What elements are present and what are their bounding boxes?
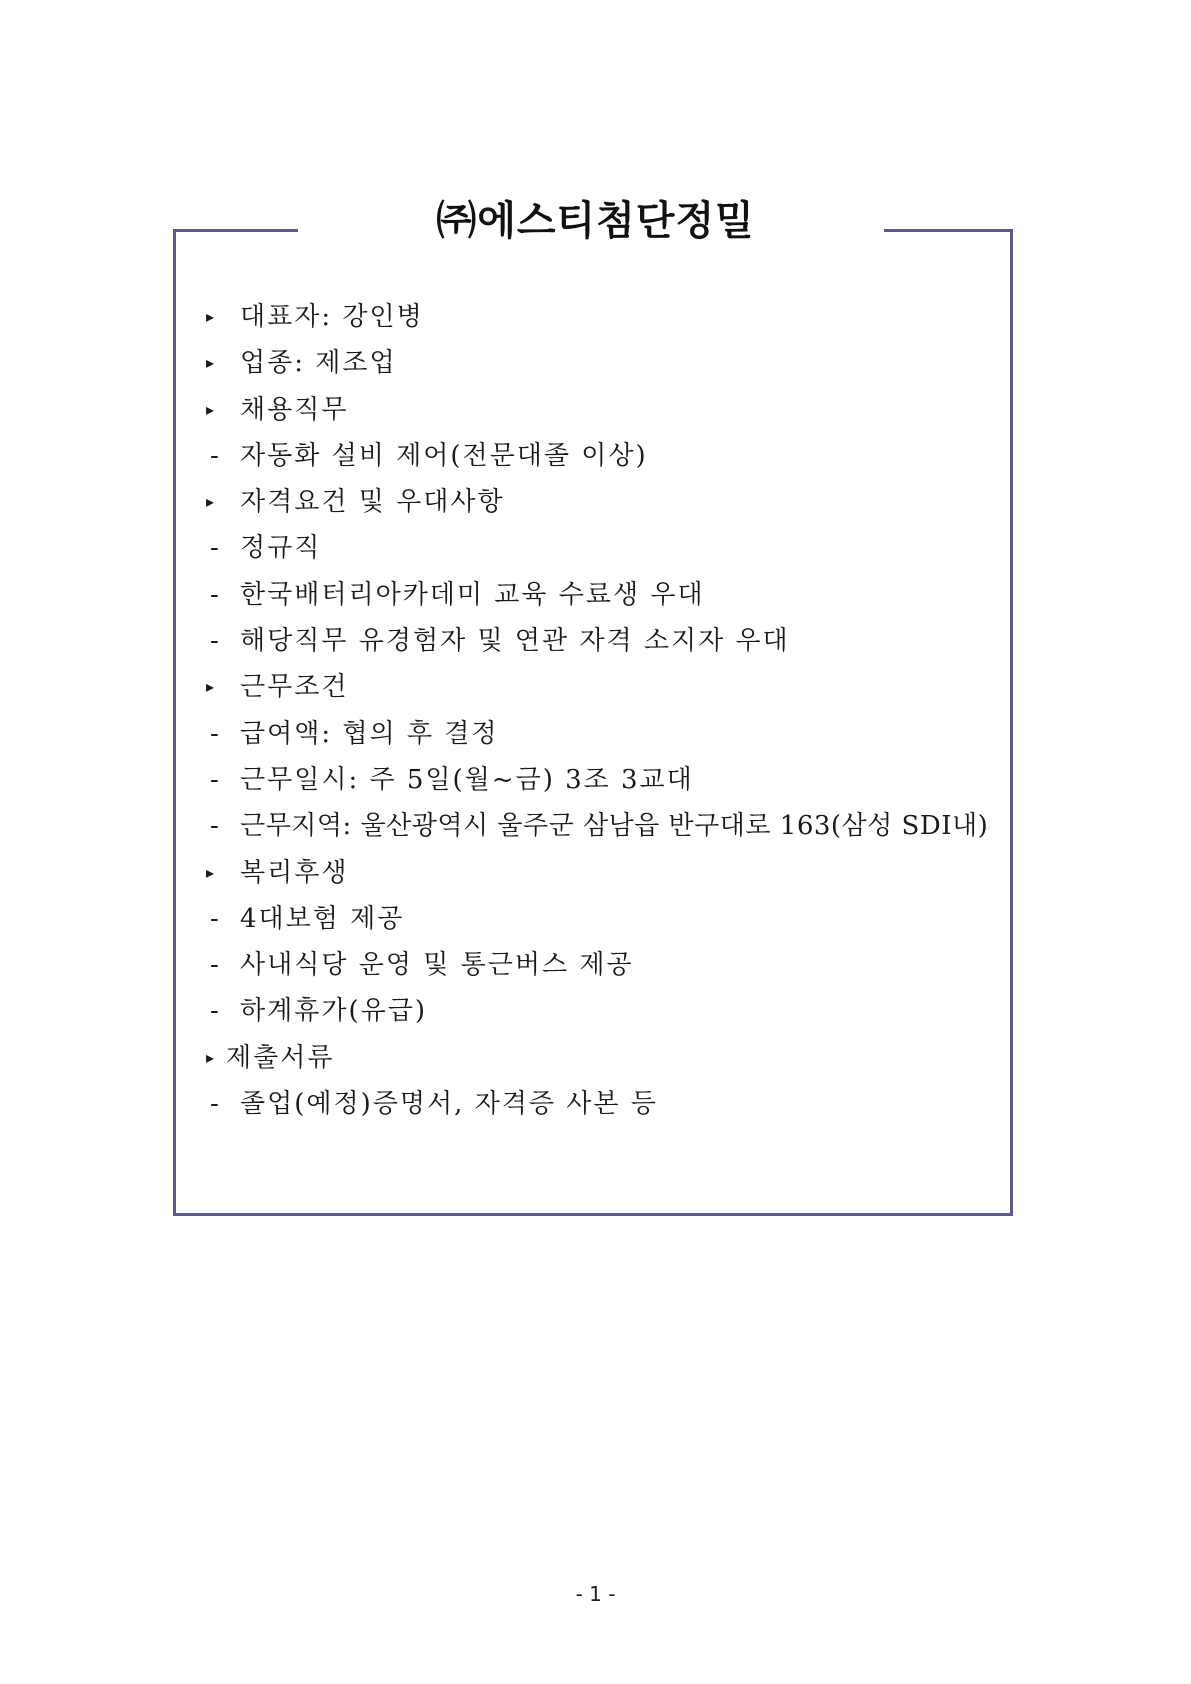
job-posting-content xyxy=(206,294,1016,1127)
condition-text: 근무일시: 주 5일(월~금) 3조 3교대 xyxy=(240,764,694,795)
section-heading-benefits: 복리후생 xyxy=(240,857,349,888)
benefit-text: 하계휴가(유급) xyxy=(240,996,427,1027)
job-detail-text: 자동화 설비 제어(전문대졸 이상) xyxy=(240,440,648,471)
bullet-triangle-icon: ▸ xyxy=(206,353,217,373)
page-number: - 1 - xyxy=(575,1582,616,1606)
list-item xyxy=(206,988,1016,1034)
dash-marker: - xyxy=(210,996,221,1027)
document-text: 졸업(예정)증명서, 자격증 사본 등 xyxy=(240,1089,658,1120)
condition-text: 급여액: 협의 후 결정 xyxy=(240,718,499,749)
representative-text: 대표자: 강인병 xyxy=(240,302,424,332)
dash-marker: - xyxy=(210,1089,221,1120)
dash-marker: - xyxy=(210,533,221,564)
dash-marker: - xyxy=(210,903,221,934)
bullet-triangle-icon: ▸ xyxy=(206,862,217,882)
section-heading-qualifications: 자격요건 및 우대사항 xyxy=(240,487,505,518)
list-item xyxy=(206,572,1016,618)
qualification-text: 해당직무 유경험자 및 연관 자격 소지자 우대 xyxy=(240,626,790,657)
dash-marker: - xyxy=(210,718,221,749)
bullet-triangle-icon: ▸ xyxy=(206,307,217,326)
list-item xyxy=(206,1081,1016,1127)
list-item xyxy=(206,896,1016,942)
list-item xyxy=(206,479,1016,525)
list-item xyxy=(206,387,1016,433)
list-item xyxy=(206,294,1016,340)
list-item xyxy=(206,757,1016,803)
industry-text: 업종: 제조업 xyxy=(240,348,397,379)
company-title: ㈜에스티첨단정밀 xyxy=(436,198,755,244)
benefit-text: 사내식당 운영 및 통근버스 제공 xyxy=(240,950,634,981)
qualification-text: 정규직 xyxy=(240,533,322,564)
bullet-triangle-icon: ▸ xyxy=(206,677,217,697)
list-item xyxy=(206,433,1016,479)
list-item xyxy=(206,711,1016,757)
bullet-triangle-icon: ▸ xyxy=(206,492,217,512)
qualification-text: 한국배터리아카데미 교육 수료생 우대 xyxy=(240,579,705,610)
dash-marker: - xyxy=(210,950,221,981)
list-item xyxy=(206,618,1016,664)
bullet-triangle-icon: ▸ xyxy=(206,399,217,419)
condition-text: 근무지역: 울산광역시 울주군 삼남읍 반구대로 163(삼성 SDI내) xyxy=(240,811,989,842)
list-item xyxy=(206,340,1016,386)
dash-marker: - xyxy=(210,440,221,471)
section-heading-conditions: 근무조건 xyxy=(240,672,349,703)
list-item xyxy=(206,664,1016,710)
bullet-triangle-icon: ▸ xyxy=(206,1047,217,1067)
list-item xyxy=(206,1035,1016,1081)
benefit-text: 4대보험 제공 xyxy=(240,903,405,934)
list-item xyxy=(206,803,1016,849)
section-heading-documents: 제출서류 xyxy=(226,1042,335,1073)
section-heading-job: 채용직무 xyxy=(240,394,349,425)
dash-marker: - xyxy=(210,764,221,795)
dash-marker: - xyxy=(210,626,221,657)
list-item xyxy=(206,525,1016,571)
dash-marker: - xyxy=(210,811,220,842)
dash-marker: - xyxy=(210,579,221,610)
list-item xyxy=(206,942,1016,988)
list-item xyxy=(206,850,1016,896)
